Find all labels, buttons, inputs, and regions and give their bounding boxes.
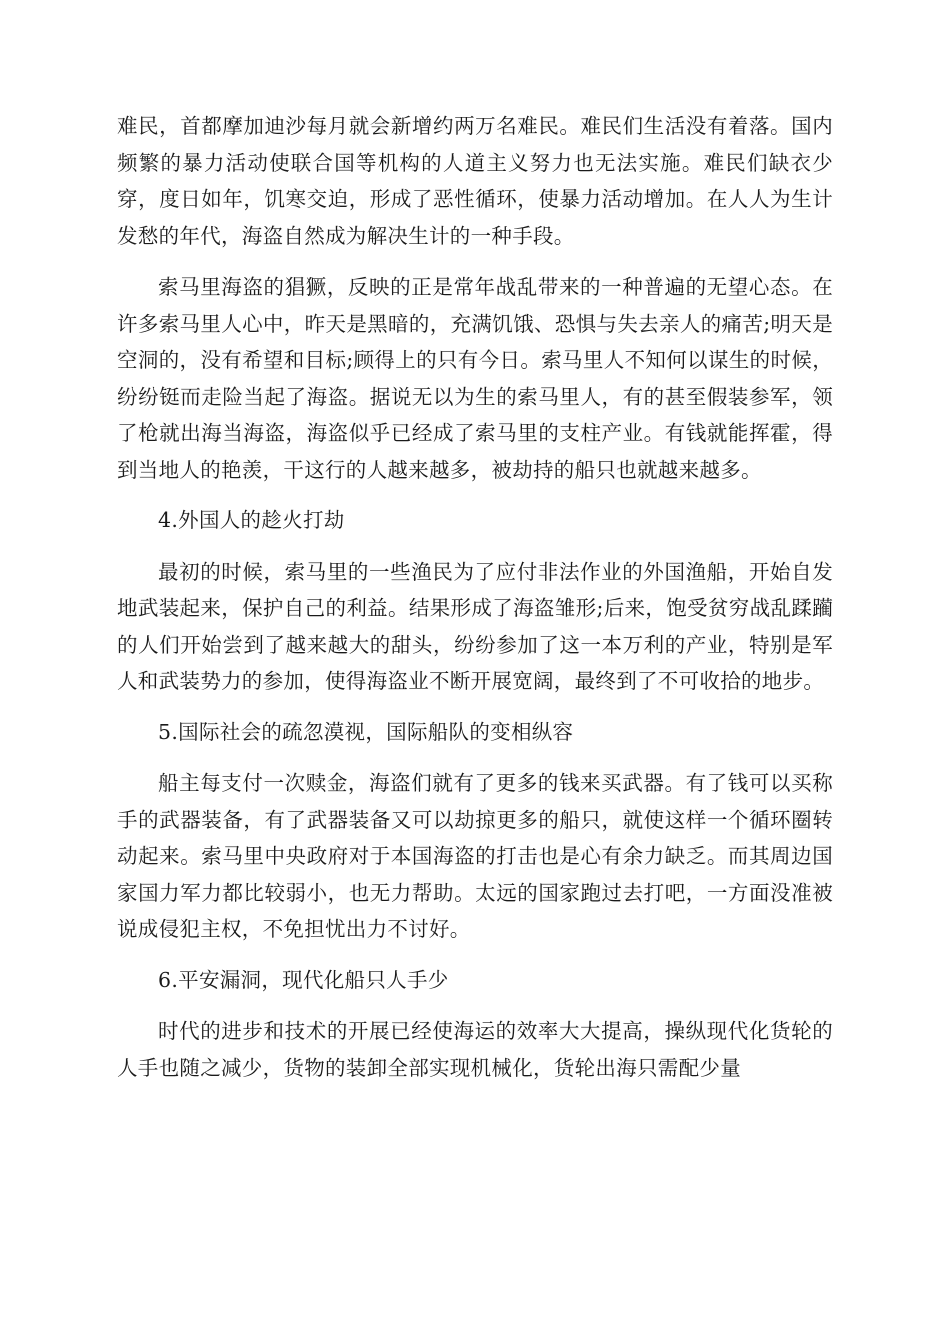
body-paragraph-5: 时代的进步和技术的开展已经使海运的效率大大提高，操纵现代化货轮的人手也随之减少，货物的装卸全部实现机械化，货轮出海只需配少量 [117, 1019, 833, 1080]
body-paragraph-2: 索马里海盗的猖獗，反映的正是常年战乱带来的一种普遍的无望心态。在许多索马里人心中，昨天是黑暗的，充满饥饿、恐惧与失去亲人的痛苦;明天是空洞的，没有希望和目标;顾得上的只有今日。索马里人不知何以谋生的时候，纷纷铤而走险当起了海盗。据说无以为生的索马里人，有的甚至假装参军，领了枪就出海当海盗，海盗似乎已经成了索马里的支柱产业。有钱就能挥霍，得到当地人的艳羡，干这行的人越来越多，被劫持的船只也就越来越多。 [117, 275, 833, 482]
body-paragraph-4: 船主每支付一次赎金，海盗们就有了更多的钱来买武器。有了钱可以买称手的武器装备，有了武器装备又可以劫掠更多的船只，就使这样一个循环圈转动起来。索马里中央政府对于本国海盗的打击也是心有余力缺乏。而其周边国家国力军力都比较弱小，也无力帮助。太远的国家跑过去打吧，一方面没准被说成侵犯主权，不免担忧出力不讨好。 [117, 771, 833, 941]
document-page [117, 108, 833, 1086]
body-paragraph-1: 难民，首都摩加迪沙每月就会新增约两万名难民。难民们生活没有着落。国内频繁的暴力活动使联合国等机构的人道主义努力也无法实施。难民们缺衣少穿，度日如年，饥寒交迫，形成了恶性循环，使暴力活动增加。在人人为生计发愁的年代，海盗自然成为解决生计的一种手段。 [117, 114, 833, 248]
section-heading-4: 4.外国人的趁火打劫 [158, 508, 345, 532]
section-heading-6: 6.平安漏洞，现代化船只人手少 [158, 967, 449, 992]
section-heading-5: 5.国际社会的疏忽漠视，国际船队的变相纵容 [158, 719, 574, 744]
body-paragraph-3: 最初的时候，索马里的一些渔民为了应付非法作业的外国渔船，开始自发地武装起来，保护自己的利益。结果形成了海盗雏形;后来，饱受贫穷战乱蹂躏的人们开始尝到了越来越大的甜头，纷纷参加了这一本万利的产业，特别是军人和武装势力的参加，使得海盗业不断开展宽阔，最终到了不可收拾的地步。 [117, 559, 833, 693]
